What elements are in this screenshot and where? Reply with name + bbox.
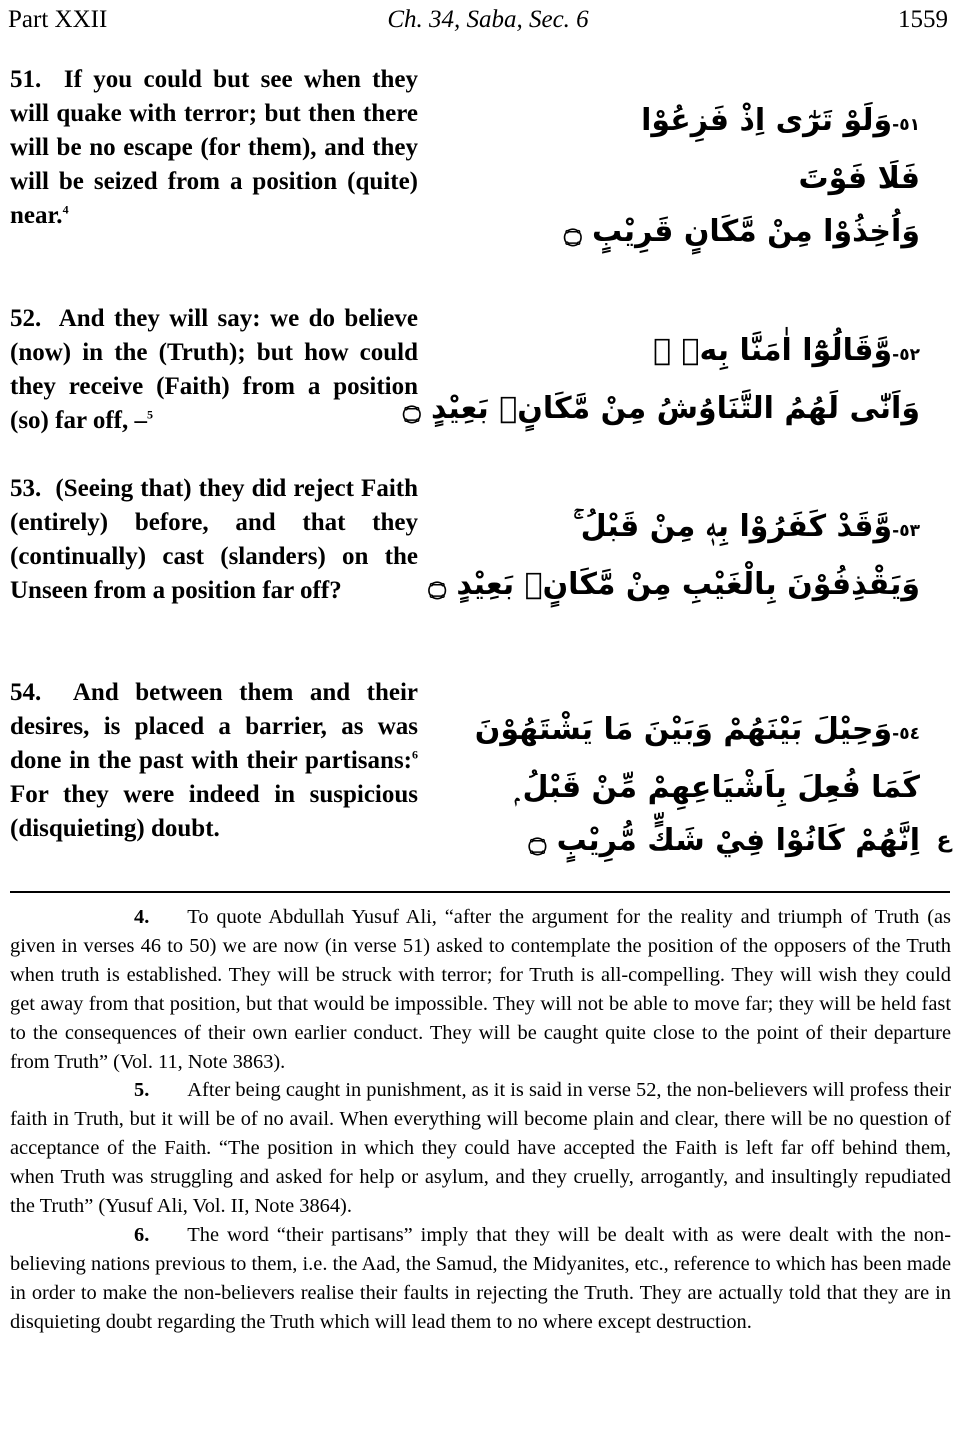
arabic-line: ٥١-وَلَوْ تَرٰٓى اِذْ فَزِعُوْا <box>641 103 920 138</box>
footnote-5 <box>10 1076 951 1221</box>
verse-52-translation: 52. And they will say: we do believe (now) in the (Truth); but how could they receive (Faith) from a position (so) far off, –$^5$ <box>10 305 418 434</box>
footnote-divider <box>10 891 950 893</box>
arabic-line: ٥٤-وَحِيْلَ بَيْنَهُمْ وَبَيْنَ مَا يَشْتَهُوْنَ <box>474 712 920 747</box>
footnote-ref[interactable]: 4 <box>62 202 69 217</box>
verse-51-translation <box>10 63 418 233</box>
verse-number: 54. <box>10 679 42 706</box>
verse-53-arabic <box>428 500 920 611</box>
footnote-text: The word “their partisans” imply that they will be dealt with as were dealt with the non-believing nations previous to them, i.e. the Aad, the Samud, the Midyanites, etc., reference to which has been made in order to make the non-believers realise their faults in rejecting the Truth. They are actually told that they are in disquieting doubt regarding the Truth which will lead them to no where except destruction. <box>10 1223 951 1333</box>
arabic-verse-number: ٥٤- <box>892 724 920 744</box>
verse-text: (Seeing that) they did reject Faith (entirely) before, and that they (continually) cast (slanders) on the Unseen from a position far off? <box>10 475 418 604</box>
verse-54-arabic <box>460 703 920 867</box>
arabic-line: وَاَنّٰى لَهُمُ التَّنَاوُشُ مِنْ مَّكَانٍۢ بَعِيْدٍ ۝ <box>403 391 920 426</box>
arabic-verse-number: ٥٢- <box>892 345 920 365</box>
arabic-line: ٥٣-وَّقَدْ كَفَرُوْا بِهٖ مِنْ قَبْلُ ۚ <box>573 509 920 544</box>
footnote-4 <box>10 903 951 1076</box>
chapter-title: Ch. 34, Saba, Sec. 6 <box>387 6 589 33</box>
page-number: 1559 <box>898 6 948 33</box>
verse-text: If you could but see when they will quake with terror; but then there will be no escape (for them), and they will be seized from a position (quite) near. <box>10 66 418 229</box>
verse-51-arabic <box>460 94 920 258</box>
arabic-line: اِنَّهُمْ كَانُوْا فِيْ شَكٍّ مُّرِيْبٍ ۝ <box>528 823 920 858</box>
verse-54-translation: 54. And between them and their desires, is placed a barrier, as was done in the past with their partisans:$^6$ For they were indeed in suspicious (disquieting) doubt. <box>10 679 418 842</box>
footnote-ref[interactable]: 6 <box>412 747 418 762</box>
ruku-mark: ع <box>936 828 952 853</box>
arabic-line: وَيَقْذِفُوْنَ بِالْغَيْبِ مِنْ مَّكَانٍۢ بَعِيْدٍ ۝ <box>428 567 920 602</box>
footnote-number: 6. <box>134 1223 150 1246</box>
page-header <box>8 2 948 38</box>
verse-number: 51. <box>10 66 42 93</box>
arabic-line: فَلَا فَوْتَ <box>798 161 920 196</box>
arabic-verse-number: ٥٣- <box>892 521 920 541</box>
footnote-number: 4. <box>134 906 150 928</box>
part-label: Part XXII <box>8 6 108 33</box>
verse-53-translation <box>10 472 418 608</box>
verse-text: And they will say: we do believe (now) in the (Truth); but how could they receive (Faith) from a position (so) far off, <box>10 305 418 434</box>
footnote-ref[interactable]: 5 <box>147 407 153 422</box>
verse-52-arabic <box>403 324 920 435</box>
arabic-verse-number: ٥١- <box>892 115 920 135</box>
verse-number: 53. <box>10 475 42 502</box>
verse-number: 52. <box>10 305 42 332</box>
footnote-text: To quote Abdullah Yusuf Ali, “after the argument for the reality and triumph of Truth (as given in verses 46 to 50) we are now (in verse 51) asked to contemplate the position of the opposers of the Truth when truth is established. They will be struck with terror; for Truth is all-compelling. They will wish they could get away from that position, but that would be impossible. They will not be able to move far; they will be held fast to the consequences of their own earlier conduct. They will be caught quite close to the point of their departure from Truth” (Vol. 11, Note 3863). <box>10 906 951 1073</box>
footnote-6 <box>10 1221 951 1337</box>
arabic-line: كَمَا فُعِلَ بِاَشْيَاعِهِمْ مِّنْ قَبْلُ ۭ <box>514 770 920 805</box>
footnote-number: 5. <box>134 1079 150 1102</box>
arabic-line: وَاُخِذُوْا مِنْ مَّكَانٍ قَرِيْبٍ ۝ <box>564 214 920 249</box>
footnotes <box>10 903 951 1337</box>
arabic-line: ٥٢-وَّقَالُوْٓا اٰمَنَّا بِهٖ ۚ <box>653 333 920 368</box>
footnote-text: After being caught in punishment, as it is said in verse 52, the non-believers will profess their faith in Truth, but it will be of no avail. When everything will become plain and clear, there will be no question of acceptance of the Faith. “The position in which they could have accepted the Faith is left far off behind them, when Truth was struggling and asked for help or asylum, and they cruelly, arrogantly, and insultingly repudiated the Truth” (Yusuf Ali, Vol. II, Note 3864). <box>10 1079 951 1218</box>
